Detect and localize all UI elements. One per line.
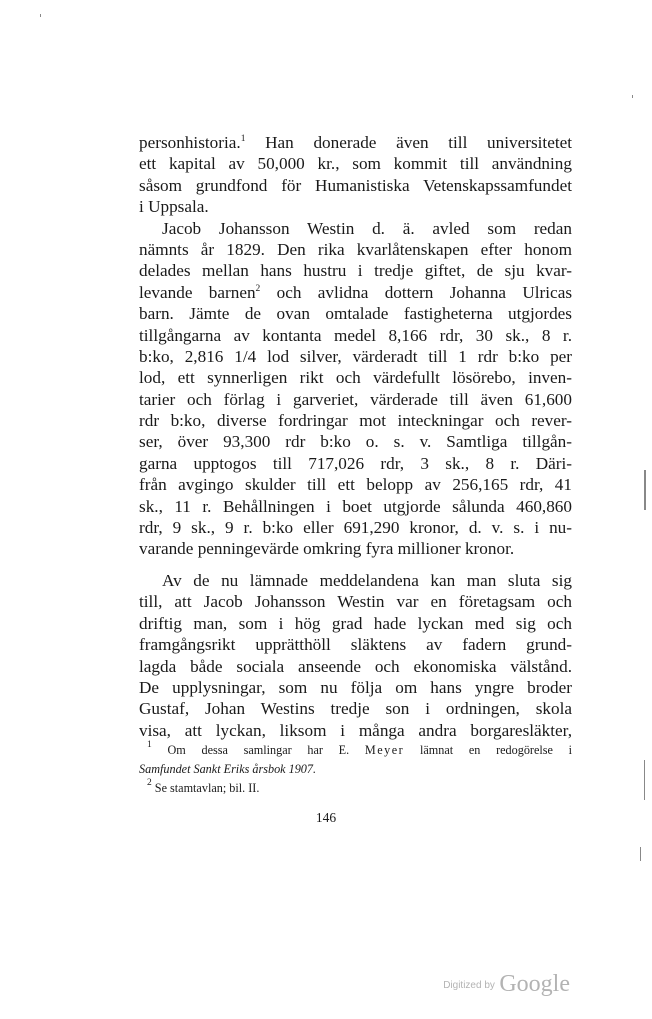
text-line: varande penningevärde omkring fyra millioner kronor. xyxy=(139,539,515,559)
google-watermark: Digitized by Google xyxy=(443,971,570,997)
text-line: lod, ett synnerligen rikt och värdefullt lösörebo, inven- xyxy=(139,368,572,388)
footnote-1-title: Samfundet Sankt Eriks årsbok 1907. xyxy=(139,762,317,776)
text-line: Jacob Johansson Westin d. ä. avled som redan xyxy=(162,218,572,238)
text-line: tarier och förlag i garveriet, värderade till även 61,600 xyxy=(139,389,572,409)
text-line: b:ko, 2,816 1/4 lod silver, värderadt till 1 rdr b:ko per xyxy=(139,346,573,366)
footnotes xyxy=(139,741,572,798)
text-line: personhistoria.$^1$ Han donerade även till universitetet xyxy=(139,133,572,152)
text-line: till, att Jacob Johansson Westin var en företagsam och xyxy=(139,592,572,612)
text-line: Gustaf, Johan Westins tredje son i ordningen, skola xyxy=(139,699,572,719)
text-line: framgångsrikt upprätthöll släktens av fadern grund- xyxy=(139,635,572,655)
paragraph-1 xyxy=(139,132,572,560)
footnote-1: $^1$ Om dessa samlingar har E. Meyer lämnat en redogörelse i xyxy=(147,740,573,757)
text-line: nämnts år 1829. Den rika kvarlåtenskapen efter honom xyxy=(139,239,572,259)
text-line: lagda både sociala anseende och ekonomiska välstånd. xyxy=(139,656,572,676)
text-line: barn. Jämte de ovan omtalade fastigheterna utgjordes xyxy=(139,304,572,324)
scan-mark xyxy=(644,760,645,800)
text-line: ett kapital av 50,000 kr., som kommit till användning xyxy=(139,154,572,174)
text-line: i Uppsala. xyxy=(139,197,209,217)
text-line: visa, att lyckan, liksom i många andra borgaresläkter, xyxy=(139,720,572,740)
text-line: Av de nu lämnade meddelandena kan man sluta sig xyxy=(162,571,572,590)
text-line: rdr b:ko, diverse fordringar mot inteckningar och rever- xyxy=(139,411,572,431)
google-logo: Google xyxy=(499,971,570,997)
footnote-ref-1: 1 xyxy=(240,134,246,144)
footnote-2: $^2$ Se stamtavlan; bil. II. xyxy=(147,778,260,795)
text-line: driftig man, som i hög grad hade lyckan med sig och xyxy=(139,613,572,633)
text-line: sk., 11 r. Behållningen i boet utgjorde sålunda 460,860 xyxy=(139,496,572,516)
text-line: rdr, 9 sk., 9 r. b:ko eller 691,290 kronor, d. v. s. i nu- xyxy=(139,518,572,538)
text-line: tillgångarna av kontanta medel 8,166 rdr, 30 sk., 8 r. xyxy=(139,325,572,345)
footnote-ref-2: 2 xyxy=(255,283,261,294)
text-line: garna upptogos till 717,026 rdr, 3 sk., 8 r. Däri- xyxy=(139,453,572,473)
paragraph-2 xyxy=(139,570,572,741)
text-line: levande barnen$^2$ och avlidna dottern Johanna Ulricas xyxy=(139,282,573,302)
scan-mark xyxy=(632,95,633,98)
page-number: 146 xyxy=(315,810,337,825)
scan-mark xyxy=(640,847,641,861)
text-line: De upplysningar, som nu följa om hans yngre broder xyxy=(139,677,572,697)
scan-mark xyxy=(644,470,646,510)
text-line: ser, över 93,300 rdr b:ko o. s. v. Samtliga tillgån- xyxy=(139,432,572,452)
text-line: från avgingo skulder till ett belopp av 256,165 rdr, 41 xyxy=(139,475,572,495)
text-line: delades mellan hans hustru i tredje giftet, de sju kvar- xyxy=(139,261,572,281)
scan-mark xyxy=(40,14,41,17)
text-line: såsom grundfond för Humanistiska Vetenskapssamfundet xyxy=(139,175,572,195)
